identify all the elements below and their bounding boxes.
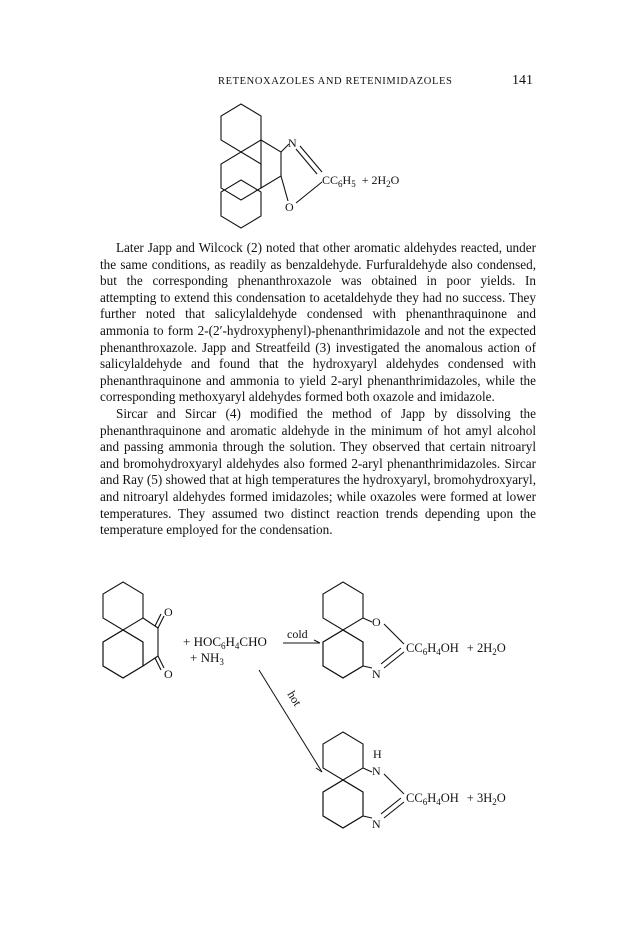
hot-label: hot — [284, 688, 305, 709]
reaction-scheme — [0, 582, 635, 912]
cold-label: cold — [287, 627, 308, 641]
phenanthraquinone-structure — [103, 582, 164, 678]
imidazole-structure — [323, 732, 404, 828]
oxazole-structure — [323, 582, 404, 678]
body-text — [100, 240, 536, 539]
product-formula: $CC_6H_5 + 2H_2O$ — [322, 173, 400, 189]
quinone-oxygen-top: O — [164, 605, 173, 619]
paragraph: Sircar and Sircar (4) modified the method of Japp by dissolving the phenanthraquinone and aromatic aldehyde in the minimum of hot amyl alcohol and passing ammonia through the solution. They observed that certain nitroaryl and bromohydroxyaryl aldehydes also formed 2-aryl phenanthrimidazoles. Sircar and Ray (5) showed that at high temperatures the hydroxyaryl, bromohydroxyaryl, and nitroaryl aldehydes formed imidazoles; while oxazoles were formed at lower temperatures. They assumed two distinct reaction trends depending upon the temperature employed for the condensation. — [100, 405, 536, 538]
oxazole-formula: $CC_6H_4OH + 2H_2O$ — [406, 641, 506, 657]
page-number: 141 — [512, 73, 533, 88]
paragraph: Later Japp and Wilcock (2) noted that other aromatic aldehydes reacted, under the same conditions, as readily as benzaldehyde. Furfuraldehyde also condensed, but the corresponding phenanthroxazole was obtained in poor yields. In attempting to extend this condensation to acetaldehyde they had no success. They further noted that salicylaldehyde condensed with phenanthraquinone and ammonia to form 2-(2′-hydroxyphenyl)-phenanthrimidazole and not the expected phenanthroxazole. Japp and Streatfeild (3) investigated the anomalous action of salicylaldehyde and found that the hydroxyaryl aldehydes condensed with phenanthraquinone and ammonia to yield 2-aryl phenanthrimidazoles, while the corresponding methoxyaryl aldehydes formed both oxazole and imidazole. — [100, 240, 536, 405]
imidazole-nitrogen-top: N — [372, 764, 381, 778]
running-head: RETENOXAZOLES AND RETENIMIDAZOLES — [218, 76, 453, 87]
reagent-aldehyde: + $HOC_6H_4CHO$ — [183, 634, 267, 651]
quinone-oxygen-bottom: O — [164, 667, 173, 681]
hot-arrow — [259, 670, 322, 772]
reagent-ammonia: + $NH_3$ — [190, 650, 224, 667]
atom-o: O — [285, 200, 294, 214]
oxazole-oxygen: O — [372, 615, 381, 629]
imidazole-nitrogen-bottom: N — [372, 817, 381, 831]
imidazole-hydrogen: H — [373, 747, 382, 761]
imidazole-formula: $CC_6H_4OH + 3H_2O$ — [406, 791, 506, 807]
atom-n: N — [288, 136, 297, 150]
oxazole-nitrogen: N — [372, 667, 381, 681]
phenanthroxazole-structure — [0, 100, 635, 240]
